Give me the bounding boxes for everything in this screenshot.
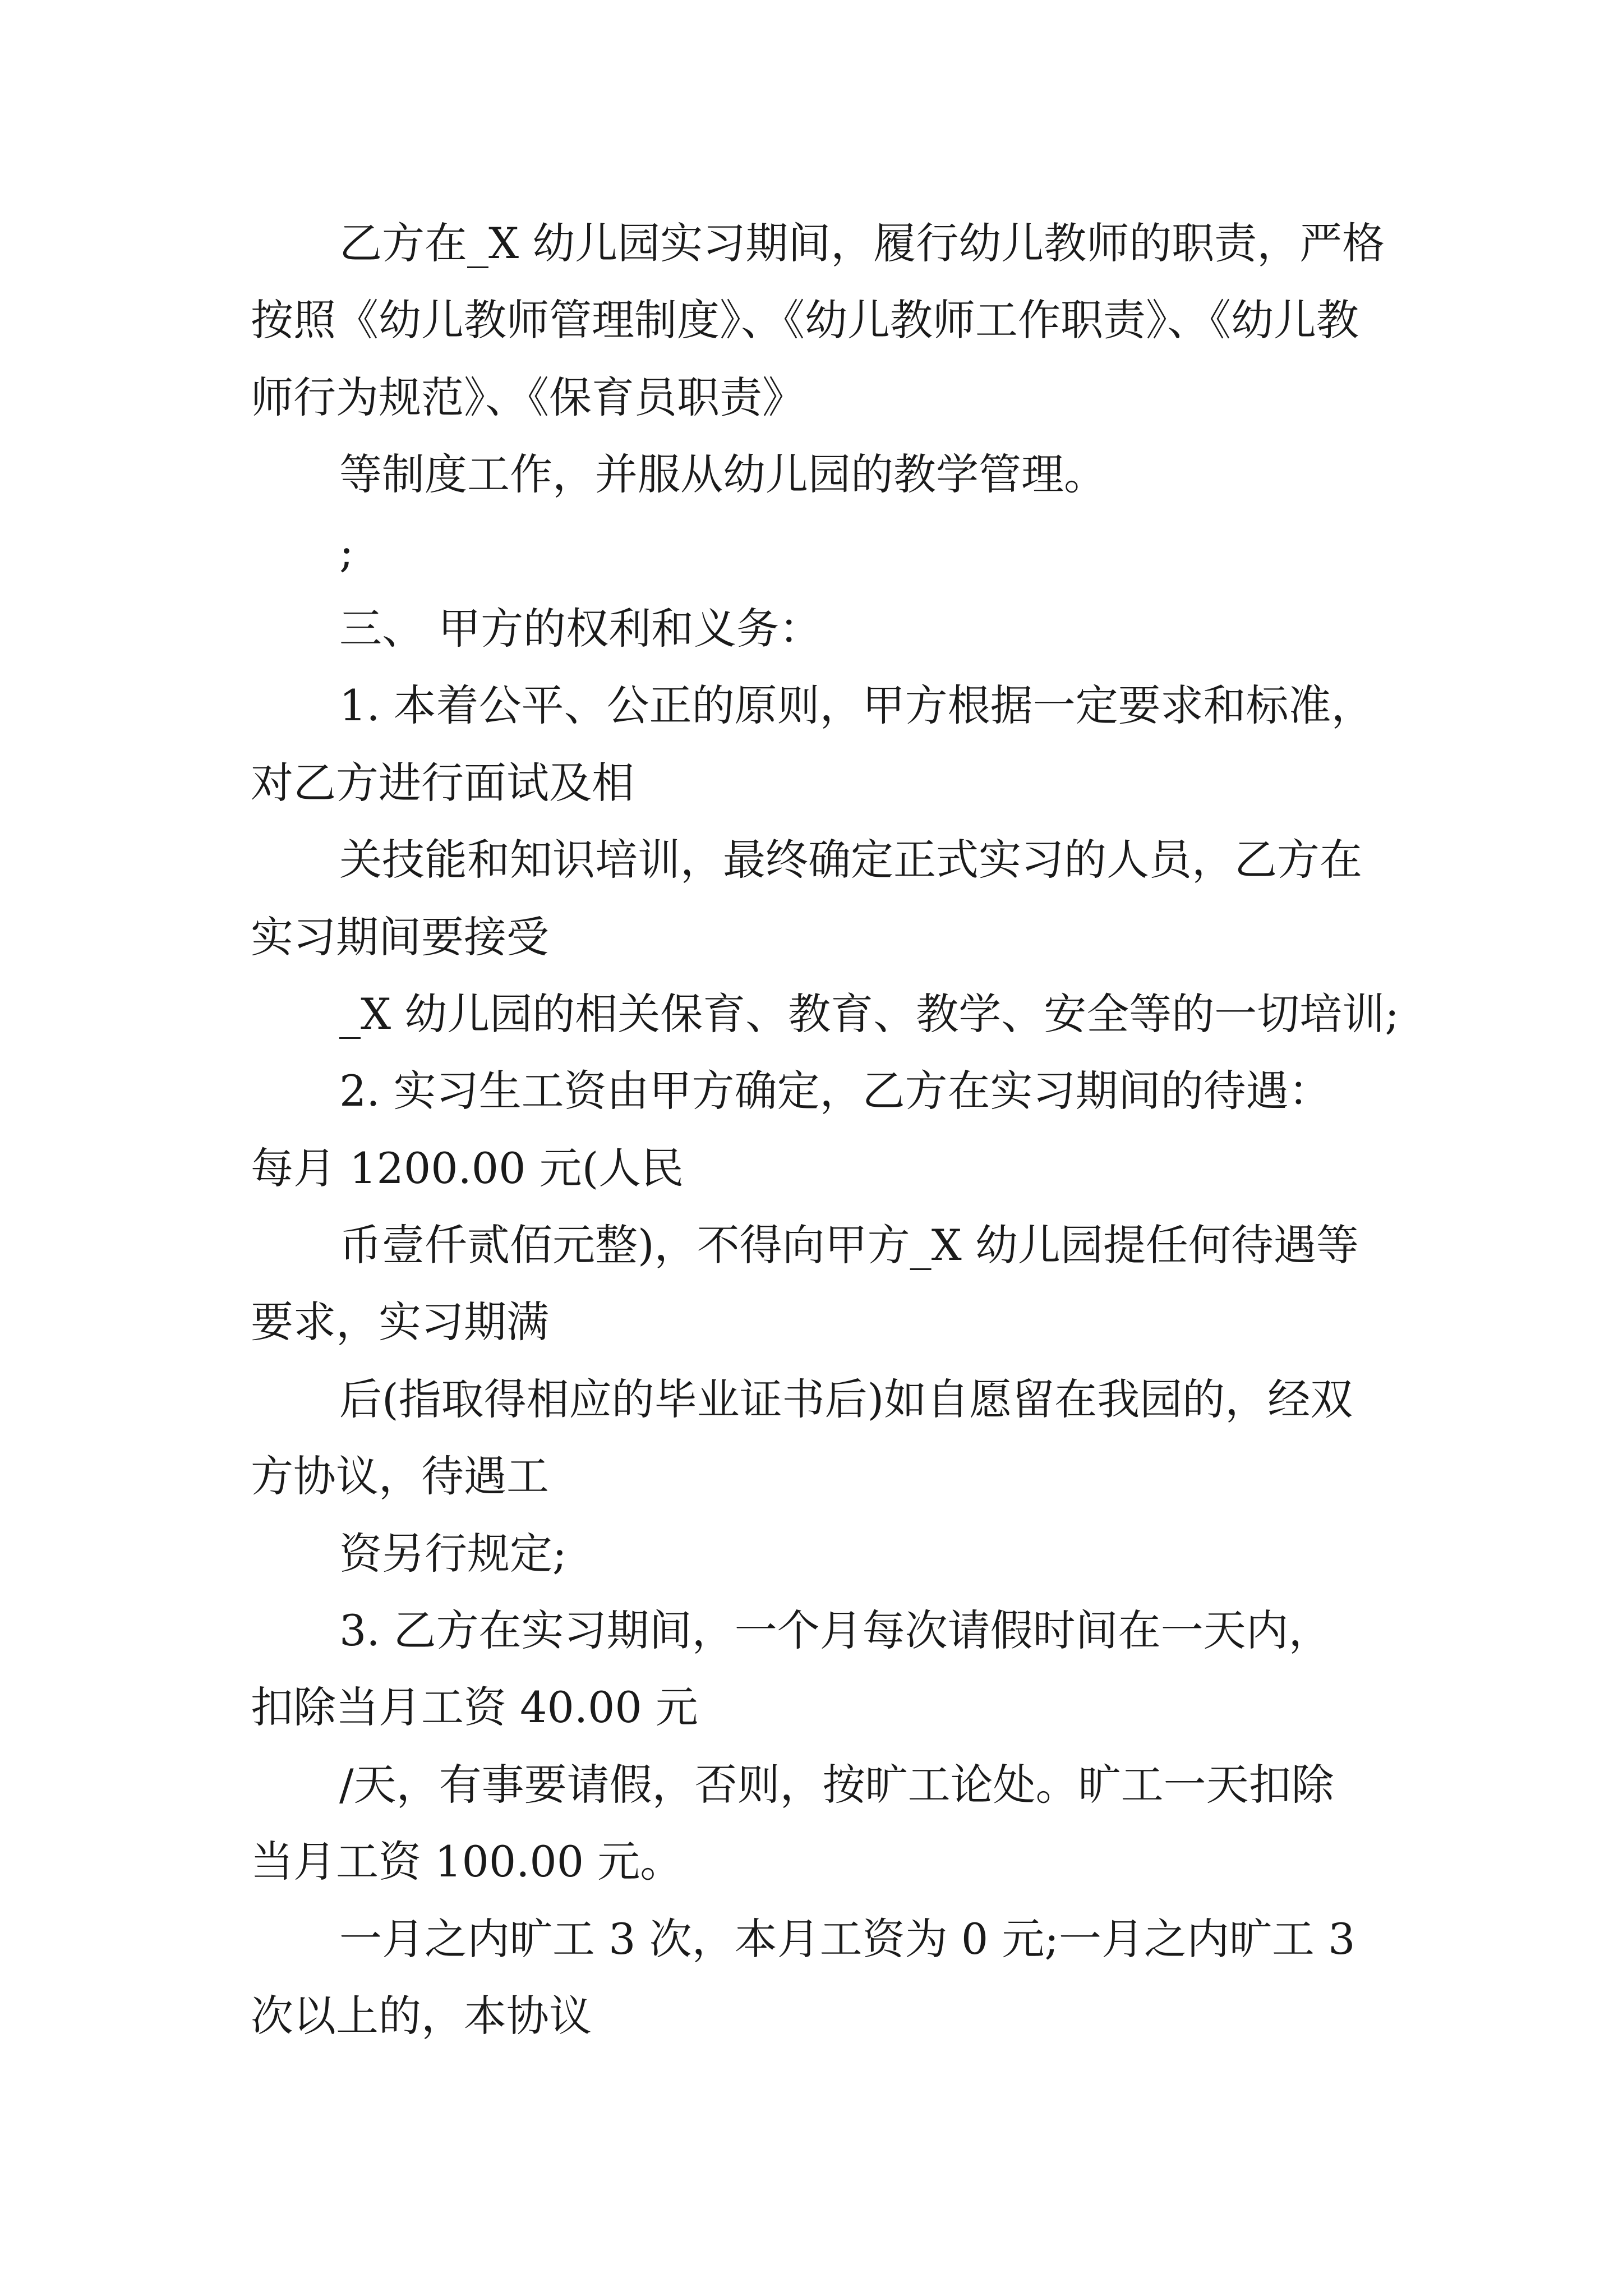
text-line: 要求，实习期满 <box>251 1297 549 1347</box>
text-line: _X 幼儿园的相关保育、教育、教学、安全等的一切培训; <box>339 988 1399 1039</box>
text-line: 当月工资 100.00 元。 <box>251 1837 683 1887</box>
text-line: 1. 本着公平、公正的原则，甲方根据一定要求和标准， <box>339 680 1374 731</box>
text-line: 师行为规范》、《保育员职责》 <box>251 372 805 422</box>
text-line: 实习期间要接受 <box>251 912 549 962</box>
text-line: 扣除当月工资 40.00 元 <box>251 1682 698 1733</box>
section-heading: 三、 甲方的权利和义务： <box>339 603 822 654</box>
text-line: 关技能和知识培训，最终确定正式实习的人员，乙方在 <box>339 835 1362 885</box>
text-line: /天，有事要请假，否则，按旷工论处。旷工一天扣除 <box>339 1759 1334 1810</box>
text-line: 次以上的，本协议 <box>251 1990 592 2041</box>
text-line: 后(指取得相应的毕业证书后)如自愿留在我园的，经双 <box>339 1374 1353 1424</box>
text-line: 币壹仟贰佰元整)，不得向甲方_X 幼儿园提任何待遇等 <box>339 1220 1359 1271</box>
text-line: 按照《幼儿教师管理制度》、《幼儿教师工作职责》、《幼儿教 <box>251 295 1359 346</box>
document-body <box>251 205 1462 2054</box>
text-line: 3. 乙方在实习期间，一个月每次请假时间在一天内， <box>339 1605 1331 1656</box>
text-line: 资另行规定; <box>339 1528 567 1579</box>
text-line: 2. 实习生工资由甲方确定，乙方在实习期间的待遇： <box>339 1066 1331 1116</box>
text-line: 等制度工作，并服从幼儿园的教学管理。 <box>339 449 1106 500</box>
text-line: 每月 1200.00 元(人民 <box>251 1143 684 1193</box>
text-line: 方协议，待遇工 <box>251 1451 549 1502</box>
text-line: 一月之内旷工 3 次，本月工资为 0 元;一月之内旷工 3 <box>339 1913 1355 1964</box>
text-line: 对乙方进行面试及相 <box>251 757 634 808</box>
text-line: 乙方在_X 幼儿园实习期间，履行幼儿教师的职责，严格 <box>339 218 1385 268</box>
text-line: ; <box>339 526 354 577</box>
